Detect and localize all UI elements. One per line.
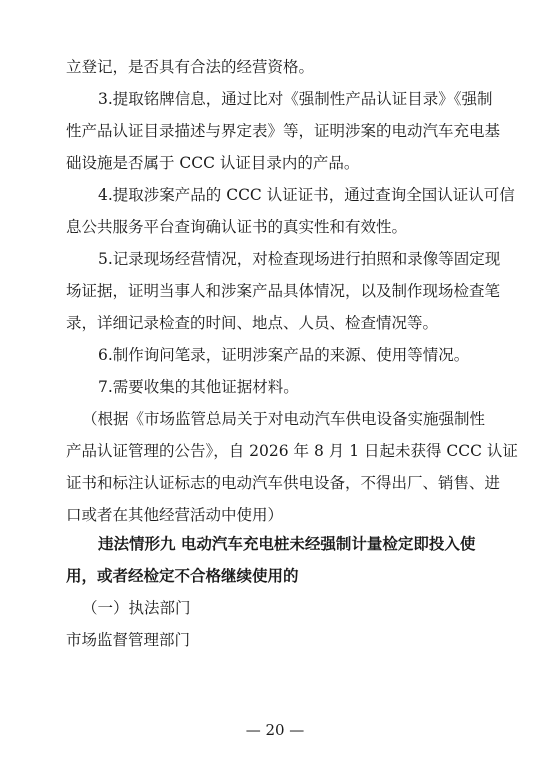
section-body: 市场监督管理部门 (66, 631, 191, 649)
paragraph-line: 5.记录现场经营情况，对检查现场进行拍照和录像等固定现 (98, 250, 501, 268)
section-subheading: （一）执法部门 (82, 599, 191, 617)
paragraph-line: （根据《市场监管总局关于对电动汽车供电设备实施强制性 (82, 410, 486, 428)
paragraph-line: 性产品认证目录描述与界定表》等，证明涉案的电动汽车充电基 (66, 122, 501, 140)
paragraph-line: 6.制作询问笔录，证明涉案产品的来源、使用等情况。 (98, 346, 470, 364)
paragraph-line: 息公共服务平台查询确认证书的真实性和有效性。 (66, 218, 408, 236)
paragraph-line: 产品认证管理的公告》，自 2026 年 8 月 1 日起未获得 CCC 认证 (66, 442, 518, 460)
paragraph-line: 4.提取涉案产品的 CCC 认证证书，通过查询全国认证认可信 (98, 186, 515, 204)
paragraph-line: 证书和标注认证标志的电动汽车供电设备，不得出厂、销售、进 (66, 474, 501, 492)
page-number: — 20 — (245, 721, 305, 739)
paragraph-line: 录，详细记录检查的时间、地点、人员、检查情况等。 (66, 314, 439, 332)
paragraph-line: 础设施是否属于 CCC 认证目录内的产品。 (66, 154, 360, 172)
paragraph-line: 3.提取铭牌信息，通过比对《强制性产品认证目录》《强制 (98, 90, 493, 108)
paragraph-line: 立登记，是否具有合法的经营资格。 (66, 58, 315, 76)
paragraph-line: 7.需要收集的其他证据材料。 (98, 378, 299, 396)
section-heading: 违法情形九 电动汽车充电桩未经强制计量检定即投入使 (98, 535, 476, 553)
paragraph-line: 口或者在其他经营活动中使用） (66, 506, 284, 524)
paragraph-line: 场证据，证明当事人和涉案产品具体情况，以及制作现场检查笔 (66, 282, 501, 300)
section-heading: 用，或者经检定不合格继续使用的 (66, 567, 299, 585)
